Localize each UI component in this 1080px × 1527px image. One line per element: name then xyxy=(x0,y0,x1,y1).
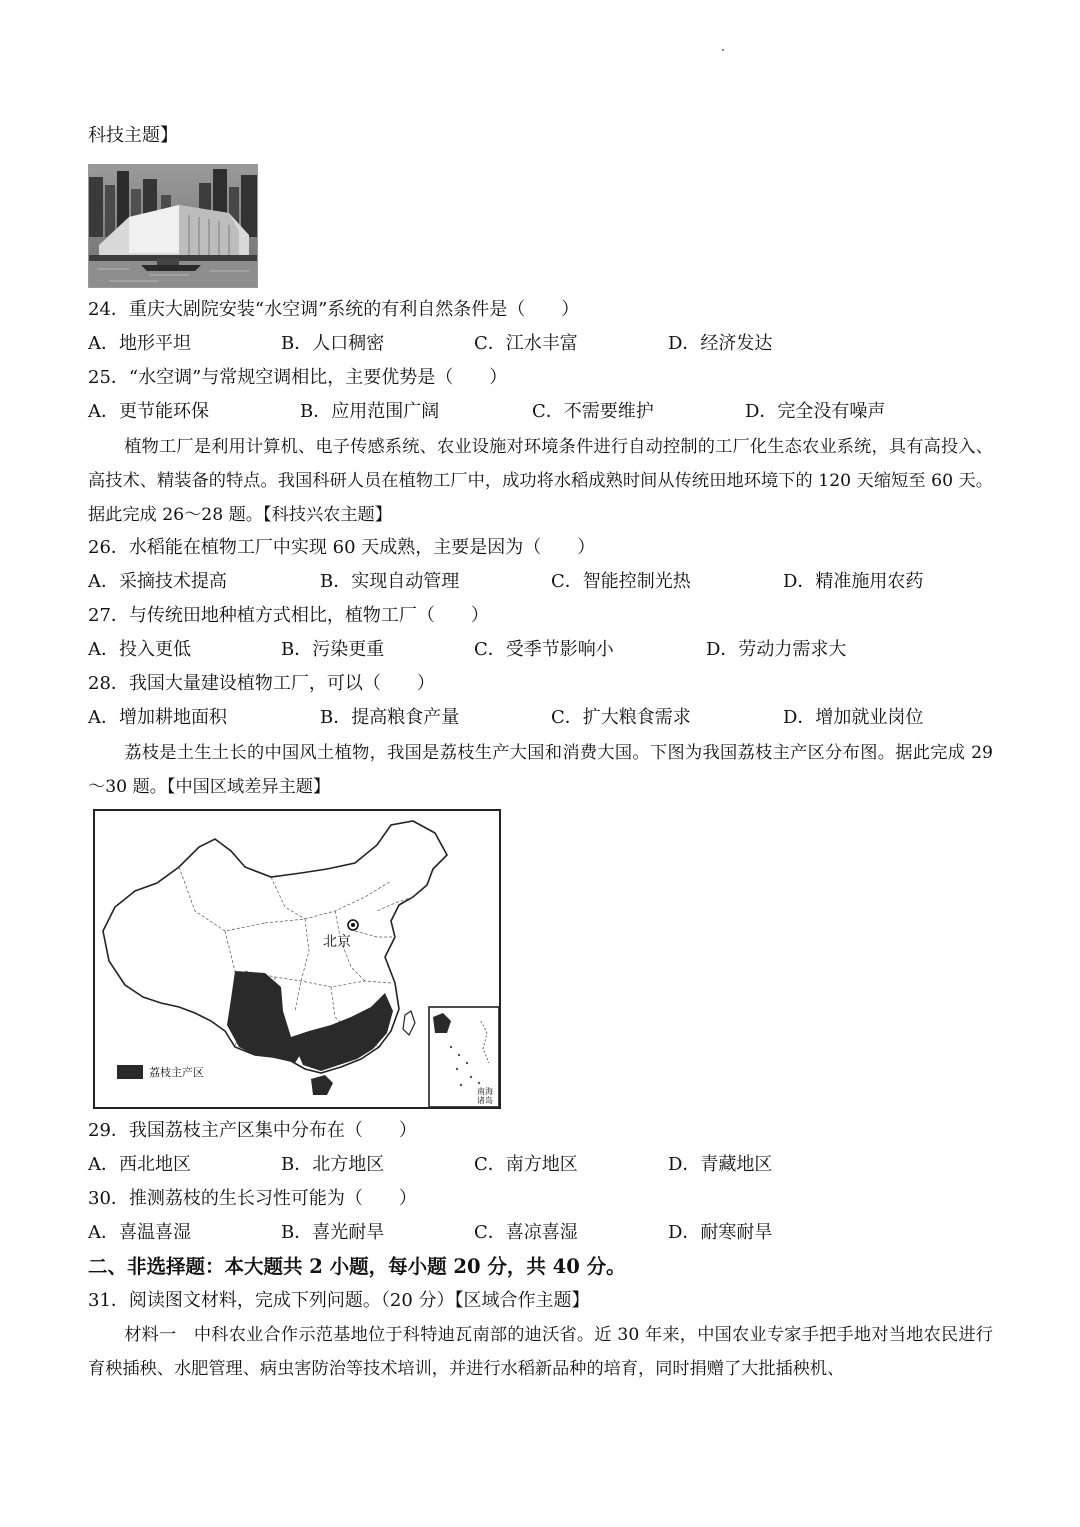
option-c[interactable]: C．南方地区 xyxy=(474,1154,578,1175)
opera-house-photo xyxy=(88,164,258,288)
option-b[interactable]: B．北方地区 xyxy=(281,1154,385,1175)
question-24-options xyxy=(88,332,988,356)
legend-swatch xyxy=(117,1065,143,1079)
question-28-stem: 28．我国大量建设植物工厂，可以（ ） xyxy=(88,673,435,694)
option-d[interactable]: D．耐寒耐旱 xyxy=(668,1222,773,1243)
option-b[interactable]: B．人口稠密 xyxy=(281,333,385,354)
option-a[interactable]: A．增加耕地面积 xyxy=(88,707,227,728)
option-d[interactable]: D．精准施用农药 xyxy=(783,571,924,592)
option-d[interactable]: D．经济发达 xyxy=(668,333,773,354)
option-d[interactable]: D．增加就业岗位 xyxy=(783,707,924,728)
question-29-stem: 29．我国荔枝主产区集中分布在（ ） xyxy=(88,1120,417,1141)
option-b[interactable]: B．提高粮食产量 xyxy=(320,707,460,728)
china-litchi-map xyxy=(93,809,501,1109)
option-a[interactable]: A．投入更低 xyxy=(88,639,191,660)
question-30-options xyxy=(88,1221,988,1245)
legend-label: 荔枝主产区 xyxy=(149,1066,204,1079)
question-27-options xyxy=(88,638,988,662)
passage-plant-factory: 植物工厂是利用计算机、电子传感系统、农业设施对环境条件进行自动控制的工厂化生态农业系统，具有高投入、高技术、精装备的特点。我国科研人员在植物工厂中，成功将水稻成熟时间从传统田地环境下的 120 天缩短至 60 天。据此完成 26～28 题。【科技兴农主题】 xyxy=(88,437,993,525)
option-b[interactable]: B．实现自动管理 xyxy=(320,571,460,592)
scan-speck xyxy=(722,49,724,51)
option-a[interactable]: A．西北地区 xyxy=(88,1154,191,1175)
option-a[interactable]: A．喜温喜湿 xyxy=(88,1222,191,1243)
option-b[interactable]: B．喜光耐旱 xyxy=(281,1222,385,1243)
option-a[interactable]: A．更节能环保 xyxy=(88,401,209,422)
question-31-stem: 31．阅读图文材料，完成下列问题。（20 分）【区域合作主题】 xyxy=(88,1290,590,1311)
topic-tag-line: 科技主题】 xyxy=(88,125,178,146)
option-d[interactable]: D．青藏地区 xyxy=(668,1154,773,1175)
question-26-options xyxy=(88,570,988,594)
question-27-stem: 27．与传统田地种植方式相比，植物工厂（ ） xyxy=(88,605,489,626)
litchi-region-hainan xyxy=(311,1075,333,1095)
option-c[interactable]: C．扩大粮食需求 xyxy=(551,707,691,728)
question-28-options xyxy=(88,706,988,730)
option-c[interactable]: C．江水丰富 xyxy=(474,333,578,354)
question-30-stem: 30．推测荔枝的生长习性可能为（ ） xyxy=(88,1188,417,1209)
material-1-passage: 材料一 中科农业合作示范基地位于科特迪瓦南部的迪沃省。近 30 年来，中国农业专家手把手地对当地农民进行育秧插秧、水肥管理、病虫害防治等技术培训，并进行水稻新品种的培育，同时捐赠了大批插秧机、 xyxy=(88,1325,993,1379)
question-26-stem: 26．水稻能在植物工厂中实现 60 天成熟，主要是因为（ ） xyxy=(88,537,596,558)
beijing-label: 北京 xyxy=(323,934,351,950)
question-25-stem: 25．“水空调”与常规空调相比，主要优势是（ ） xyxy=(88,367,508,388)
section-2-heading: 二、非选择题：本大题共 2 小题，每小题 20 分，共 40 分。 xyxy=(88,1255,626,1278)
option-a[interactable]: A．采摘技术提高 xyxy=(88,571,227,592)
option-c[interactable]: C．智能控制光热 xyxy=(551,571,691,592)
question-24-stem: 24．重庆大剧院安装“水空调”系统的有利自然条件是（ ） xyxy=(88,299,580,320)
passage-litchi: 荔枝是土生土长的中国风土植物，我国是荔枝生产大国和消费大国。下图为我国荔枝主产区分布图。据此完成 29～30 题。【中国区域差异主题】 xyxy=(88,743,993,797)
taiwan-island xyxy=(403,1011,415,1035)
question-25-options xyxy=(88,400,988,424)
option-d[interactable]: D．完全没有噪声 xyxy=(745,401,886,422)
option-d[interactable]: D．劳动力需求大 xyxy=(706,639,847,660)
option-b[interactable]: B．污染更重 xyxy=(281,639,385,660)
question-29-options xyxy=(88,1153,988,1177)
option-c[interactable]: C．受季节影响小 xyxy=(474,639,614,660)
option-a[interactable]: A．地形平坦 xyxy=(88,333,191,354)
option-c[interactable]: C．喜凉喜湿 xyxy=(474,1222,578,1243)
option-c[interactable]: C．不需要维护 xyxy=(532,401,654,422)
option-b[interactable]: B．应用范围广阔 xyxy=(300,401,440,422)
inset-label: 南海诸岛 xyxy=(477,1087,493,1105)
